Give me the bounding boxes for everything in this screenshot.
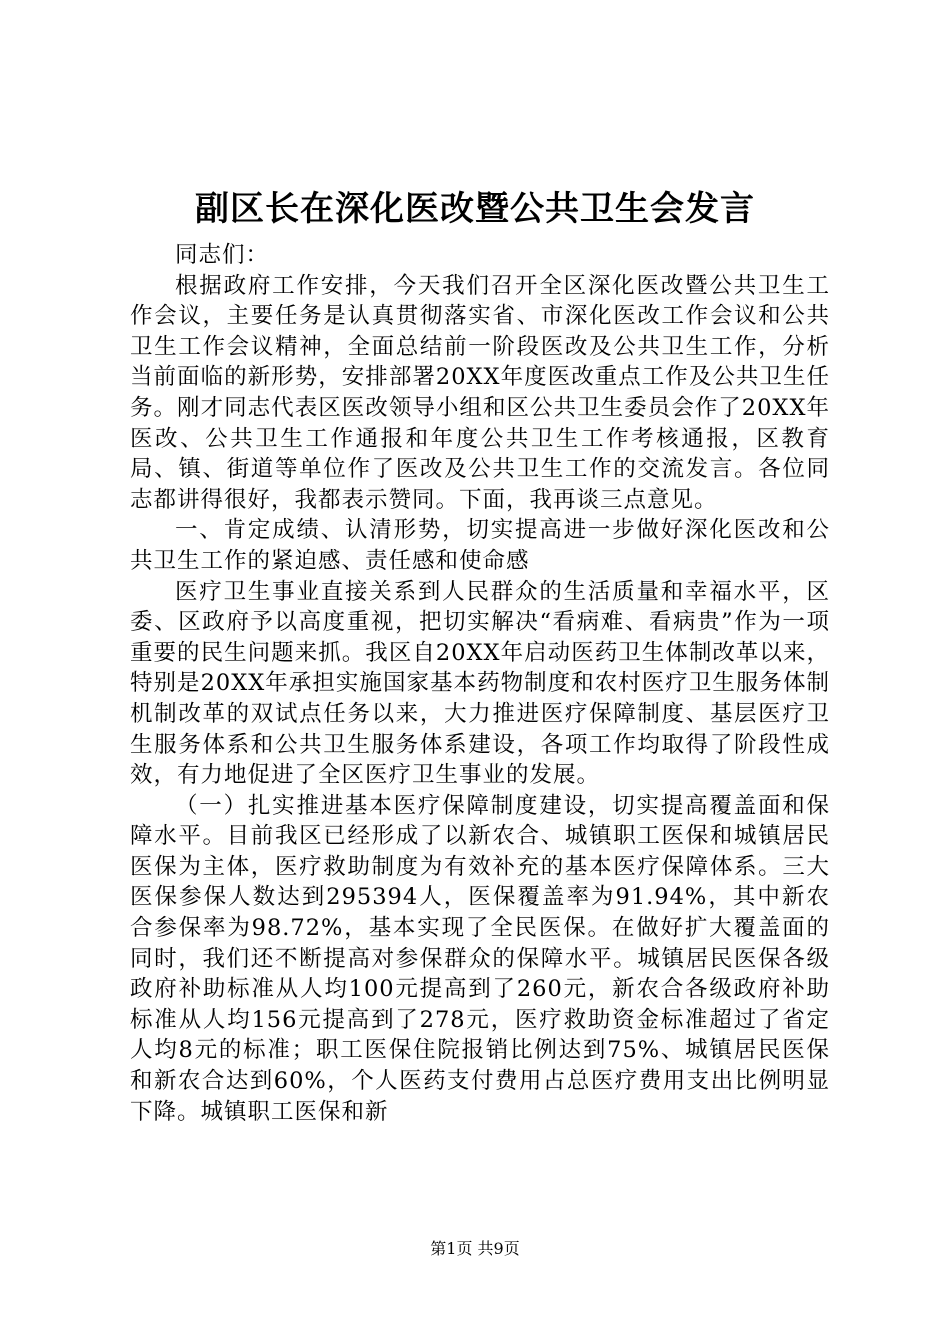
page-footer: 第1页 共9页 — [430, 1239, 520, 1258]
document-title: 副区长在深化医改暨公共卫生会发言 — [195, 189, 755, 229]
document-body — [130, 240, 830, 1127]
body-paragraph: （一）扎实推进基本医疗保障制度建设，切实提高覆盖面和保障水平。目前我区已经形成了以新农合、城镇职工医保和城镇居民医保为主体，医疗救助制度为有效补充的基本医疗保障体系。三大医保参保人数达到295394人，医保覆盖率为91.94%，其中新农合参保率为98.72%，基本实现了全民医保。在做好扩大覆盖面的同时，我们还不断提高对参保群众的保障水平。城镇居民医保各级政府补助标准从人均100元提高到了260元，新农合各级政府补助标准从人均156元提高到了278元，医疗救助资金标准超过了省定人均8元的标准；职工医保住院报销比例达到75%、城镇居民医保和新农合达到60%，个人医药支付费用占总医疗费用支出比例明显下降。城镇职工医保和新 — [130, 792, 830, 1125]
section-heading-paragraph: 一、肯定成绩、认清形势，切实提高进一步做好深化医改和公共卫生工作的紧迫感、责任感和使命感 — [130, 517, 830, 574]
body-paragraph: 医疗卫生事业直接关系到人民群众的生活质量和幸福水平，区委、区政府予以高度重视，把切实解决“看病难、看病贵”作为一项重要的民生问题来抓。我区自20XX年启动医药卫生体制改革以来，特别是20XX年承担实施国家基本药物制度和农村医疗卫生服务体制机制改革的双试点任务以来，大力推进医疗保障制度、基层医疗卫生服务体系和公共卫生服务体系建设，各项工作均取得了阶段性成效，有力地促进了全区医疗卫生事业的发展。 — [130, 578, 830, 789]
body-paragraph: 根据政府工作安排，今天我们召开全区深化医改暨公共卫生工作会议，主要任务是认真贯彻落实省、市深化医改工作会议和公共卫生工作会议精神，全面总结前一阶段医改及公共卫生工作，分析当前面临的新形势，安排部署20XX年度医改重点工作及公共卫生任务。刚才同志代表区医改领导小组和区公共卫生委员会作了20XX年医改、公共卫生工作通报和年度公共卫生工作考核通报，区教育局、镇、街道等单位作了医改及公共卫生工作的交流发言。各位同志都讲得很好，我都表示赞同。下面，我再谈三点意见。 — [130, 272, 830, 513]
salutation-paragraph: 同志们： — [175, 242, 270, 268]
